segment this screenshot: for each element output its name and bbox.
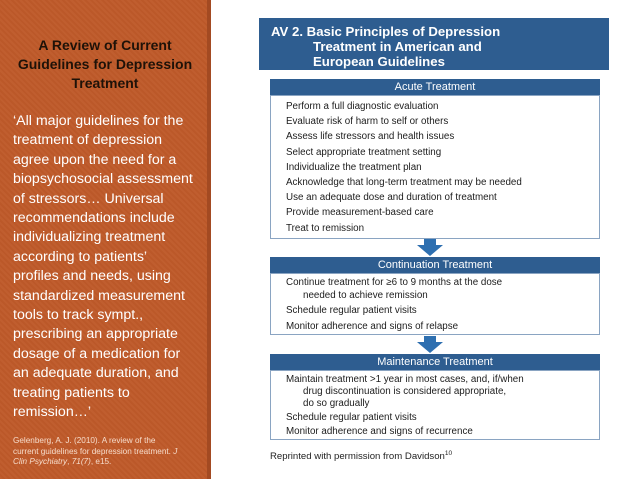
quote-line: ‘All major guidelines for the <box>13 113 184 129</box>
figure-header <box>259 18 609 70</box>
quote-line: biopsychosocial assessment <box>13 171 193 188</box>
figure-header-line: European Guidelines <box>313 54 445 69</box>
reprint-text: Reprinted with permission from Davidson <box>270 451 445 462</box>
figure-header-line: Treatment in American and <box>313 39 482 54</box>
continuation-item: Continue treatment for ≥6 to 9 months at the dose <box>286 277 503 288</box>
reprint-reference: 10 <box>444 450 453 457</box>
maintenance-treatment-heading: Maintenance Treatment <box>270 354 600 370</box>
acute-item: Provide measurement-based care <box>286 207 434 219</box>
acute-item: Perform a full diagnostic evaluation <box>286 101 439 112</box>
maintenance-item: Maintain treatment >1 year in most cases, and, if/when <box>286 374 524 385</box>
acute-treatment-heading: Acute Treatment <box>270 79 600 95</box>
slide-title-line: Treatment <box>71 75 139 91</box>
acute-item: Assess life stressors and health issues <box>286 131 455 143</box>
quote-line: prescribing an appropriate <box>13 326 178 343</box>
quote-line: recommendations include <box>13 210 175 227</box>
acute-item: Treat to remission <box>286 222 365 234</box>
slide-title-line: A Review of Current <box>38 37 172 53</box>
acute-item: Acknowledge that long-term treatment may be needed <box>286 177 522 189</box>
citation <box>13 436 207 468</box>
maintenance-item: do so gradually <box>303 398 370 410</box>
quote-line: treating patients to <box>13 384 130 401</box>
reprint-note <box>270 450 452 462</box>
quote-line: an adequate duration, and <box>13 365 179 382</box>
citation-pages: , e15. <box>90 457 112 466</box>
quote-line: dosage of a medication for <box>13 345 181 362</box>
citation-line <box>13 447 207 458</box>
quote-line: profiles and needs, using <box>13 268 171 285</box>
quote-line: of stressors… Universal <box>13 190 164 207</box>
citation-separator: , <box>67 457 72 466</box>
down-arrow-shape <box>417 336 443 353</box>
down-arrow-icon <box>415 239 445 257</box>
quote-line: treatment of depression <box>13 132 163 149</box>
quote-line: individualizing treatment <box>13 229 166 246</box>
maintenance-item: Monitor adherence and signs of recurrence <box>286 425 473 437</box>
down-arrow-shape <box>417 239 443 256</box>
quote-line: according to patients’ <box>13 248 148 265</box>
continuation-treatment-heading: Continuation Treatment <box>270 257 600 273</box>
citation-journal-part: J <box>173 446 178 456</box>
citation-line <box>13 457 207 468</box>
figure-header-line: AV 2. Basic Principles of Depression <box>271 24 501 39</box>
acute-item: Select appropriate treatment setting <box>286 146 442 158</box>
maintenance-treatment-box <box>270 370 600 440</box>
citation-volume: 71(7) <box>71 457 91 466</box>
acute-treatment-box <box>270 95 600 239</box>
citation-journal: Clin Psychiatry <box>13 457 68 466</box>
citation-authors: Gelenberg, A. J. (2010). A review of the <box>13 436 156 445</box>
citation-title: current guidelines for depression treatment. <box>13 446 171 456</box>
continuation-item: Monitor adherence and signs of relapse <box>286 321 459 333</box>
citation-line <box>13 436 207 447</box>
continuation-treatment-box <box>270 273 600 335</box>
quote-line: agree upon the need for a <box>13 151 177 168</box>
maintenance-item: Schedule regular patient visits <box>286 411 417 423</box>
down-arrow-icon <box>415 336 445 354</box>
continuation-item: needed to achieve remission <box>303 290 428 302</box>
slide-title <box>10 36 200 93</box>
acute-item: Individualize the treatment plan <box>286 161 422 173</box>
quote-line: standardized measurement <box>13 287 185 304</box>
quote-line: remission…’ <box>13 404 92 421</box>
slide-title-line: Guidelines for Depression <box>17 56 193 72</box>
maintenance-item: drug discontinuation is considered appropriate, <box>303 386 507 398</box>
quote-text <box>13 112 205 423</box>
continuation-item: Schedule regular patient visits <box>286 305 417 317</box>
quote-line: tools to track sympt., <box>13 307 144 324</box>
left-panel <box>0 0 211 479</box>
acute-item: Use an adequate dose and duration of treatment <box>286 192 497 204</box>
acute-item: Evaluate risk of harm to self or others <box>286 116 449 128</box>
